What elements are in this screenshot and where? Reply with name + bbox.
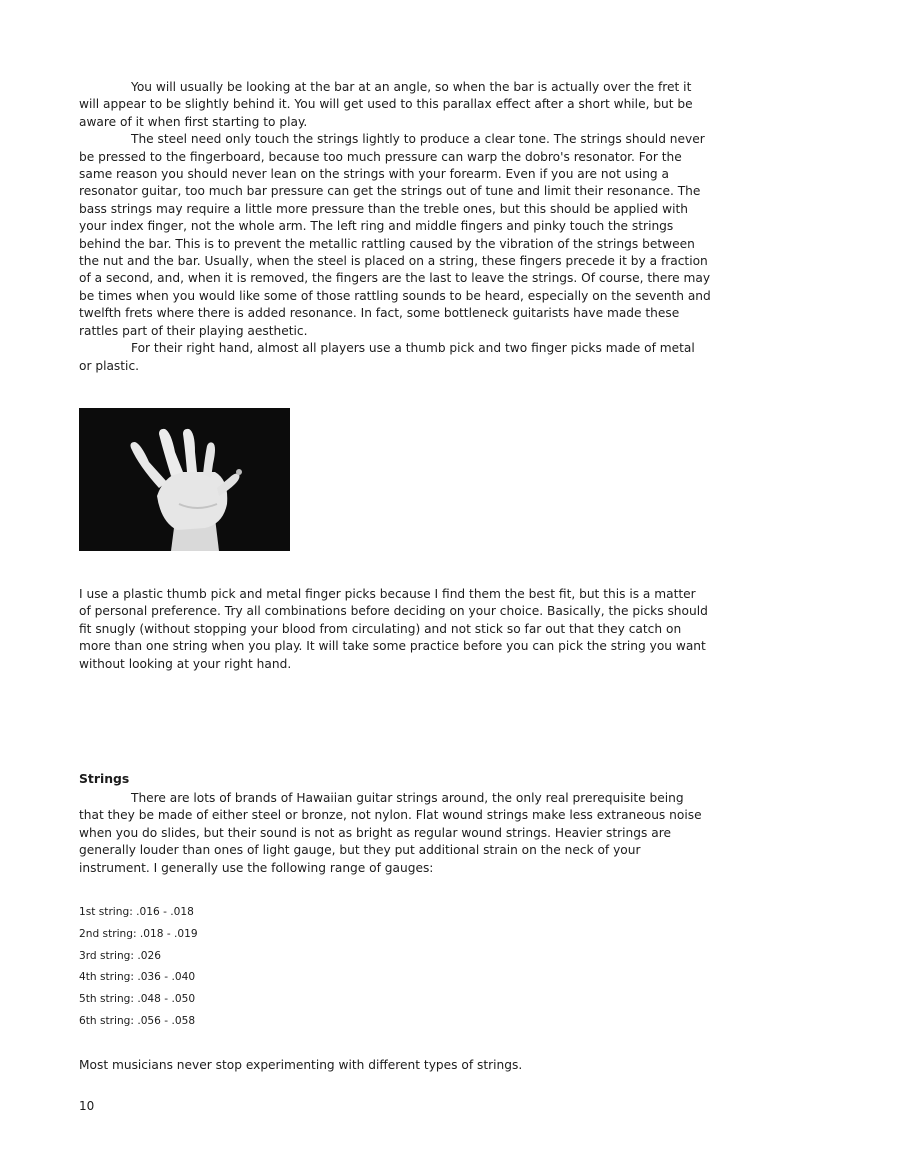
- paragraph-picks: I use a plastic thumb pick and metal finger picks because I find them the best fit, but this is a matter of personal preference. Try all combinations before deciding on your choice. Basically, the picks should fit snugly (without stopping your blood from circulating) and not stick so far out that they catch on more than one string when you play. It will take some practice before you can pick the string you want without looking at your right hand.: [79, 587, 708, 671]
- page-number: 10: [79, 1099, 95, 1113]
- paragraph-right-hand: For their right hand, almost all players use a thumb pick and two finger picks made of metal or plastic.: [79, 341, 695, 373]
- picks-text: [79, 586, 711, 673]
- paragraph-parallax: You will usually be looking at the bar at an angle, so when the bar is actually over the fret it will appear to be slightly behind it. You will get used to this parallax effect after a short while, but be aware of it when first starting to play.: [79, 80, 693, 129]
- gauge-item: 1st string: .016 - .018: [79, 906, 194, 918]
- gauge-item: 6th string: .056 - .058: [79, 1014, 196, 1027]
- section-heading-strings: Strings: [79, 771, 130, 786]
- closing-sentence: Most musicians never stop experimenting with different types of strings.: [79, 1058, 523, 1072]
- gauge-item: 3rd string: .026: [79, 949, 161, 962]
- gauge-item: 2nd string: .018 - .019: [79, 927, 198, 940]
- paragraph-strings: There are lots of brands of Hawaiian guitar strings around, the only real prerequisite being that they be made of either steel or bronze, not nylon. Flat wound strings make less extraneous noise when you do slides, but their sound is not as bright as regular wound strings. Heavier strings are generally louder than ones of light gauge, but they put additional strain on the neck of your instrument. I generally use the following range of gauges:: [79, 791, 702, 875]
- intro-text: [79, 79, 711, 375]
- gauge-item: 5th string: .048 - .050: [79, 993, 196, 1006]
- hand-photo: [79, 408, 290, 551]
- strings-text: [79, 790, 711, 877]
- hand-with-picks-image: [79, 408, 290, 551]
- gauge-item: 4th string: .036 - .040: [79, 971, 196, 984]
- paragraph-steel-pressure: The steel need only touch the strings lightly to produce a clear tone. The strings should never be pressed to the fingerboard, because too much pressure can warp the dobro's resonator. For the same reason you should never lean on the strings with your forearm. Even if you are not using a resonator guitar, too much bar pressure can get the strings out of tune and limit their resonance. The bass strings may require a little more pressure than the treble ones, but this should be applied with your index finger, not the whole arm. The left ring and middle fingers and pinky touch the strings behind the bar. This is to prevent the metallic rattling caused by the vibration of the strings between the nut and the bar. Usually, when the steel is placed on a string, these fingers precede it by a fraction of a second, and, when it is removed, the fingers are the last to leave the strings. Of course, there may be times when you would like some of those rattling sounds to be heard, especially on the seventh and twelfth frets where there is added resonance. In fact, some bottleneck guitarists have made these rattles part of their playing aesthetic.: [79, 132, 711, 338]
- string-gauge-list: [79, 902, 198, 1033]
